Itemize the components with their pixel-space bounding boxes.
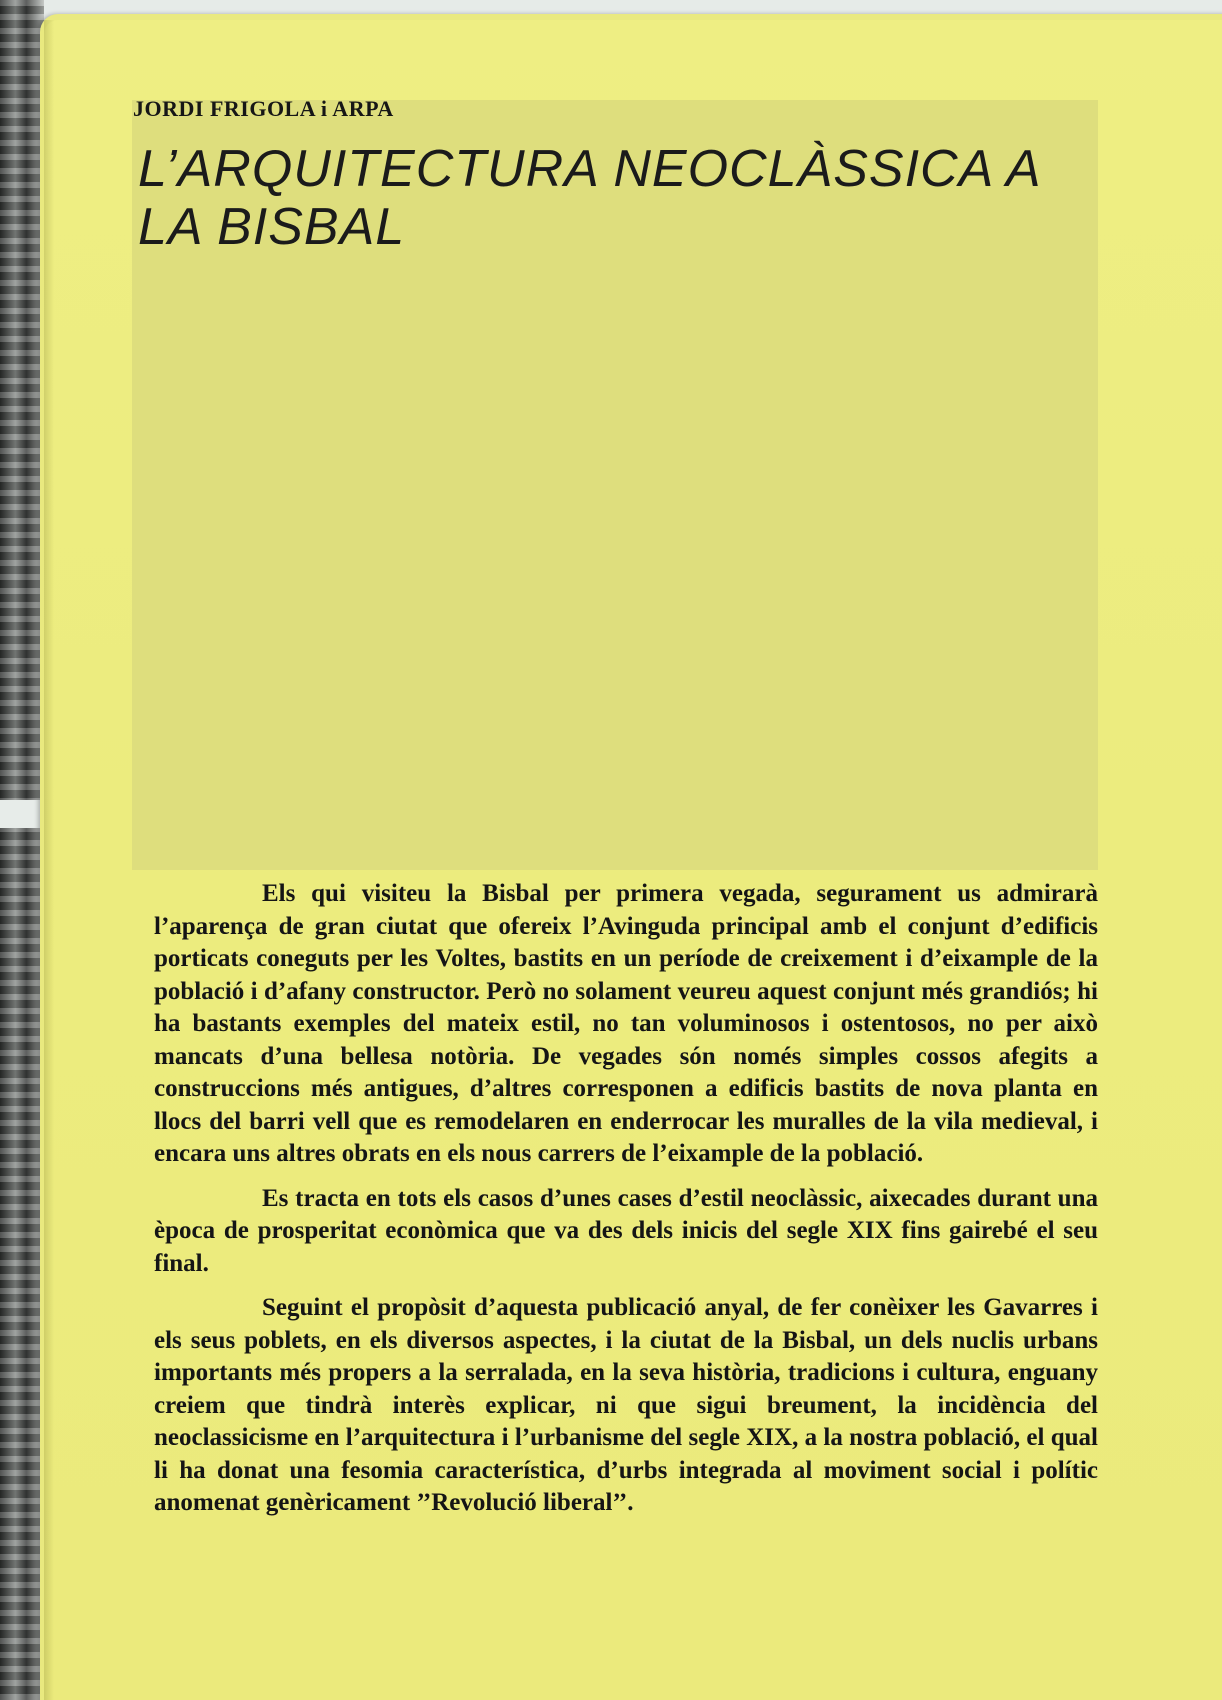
title-line-2: LA BISBAL bbox=[138, 198, 406, 256]
adjacent-page-photo bbox=[0, 0, 44, 1700]
paragraph-2: Es tracta en tots els casos d’unes cases d’estil neoclàssic, aixecades durant una època de prosperitat econòmica que va des dels inicis del segle XIX fins gairebé el seu final. bbox=[154, 1184, 1098, 1277]
article-title bbox=[138, 140, 1098, 256]
paragraph-1: Els qui visiteu la Bisbal per primera vegada, segurament us admirarà l’aparença de gran ciutat que ofereix l’Avinguda principal amb el conjunt d’edificis porticats coneguts per les Voltes, bastits en un període de creixement i d’eixample de la població i d’afany constructor. Però no solament veureu aquest conjunt més grandiós; hi ha bastants exemples del mateix estil, no tan voluminosos i ostentosos, no per això mancats d’una bellesa notòria. De vegades són només simples cossos afegits a construccions més antigues, d’altres corresponen a edificis bastits de nova planta en llocs del barri vell que es remodelaren en enderrocar les muralles de la vila medieval, i encara uns altres obrats en els nous carrers de l’eixample de la població. bbox=[154, 880, 1098, 1167]
paragraph-3: Seguint el propòsit d’aquesta publicació anyal, de fer conèixer les Gavarres i els seus poblets, en els diversos aspectes, i la ciutat de la Bisbal, un dels nuclis urbans importants més propers a la serralada, en la seva història, tradicions i cultura, enguany creiem que tindrà interès explicar, ni que sigui breument, la incidència del neoclassicisme en l’arquitectura i l’urbanisme del segle XIX, a la nostra població, el qual li ha donat una fesomia característica, d’urbs integrada al moviment social i polític anomenat genèricament ’’Revolució liberal’’. bbox=[154, 1294, 1098, 1516]
article-body bbox=[154, 878, 1098, 1532]
page-shadow bbox=[44, 20, 54, 1700]
author-name: JORDI FRIGOLA i ARPA bbox=[133, 96, 394, 121]
title-line-1: L’ARQUITECTURA NEOCLÀSSICA A bbox=[138, 140, 1042, 198]
photo-gap bbox=[0, 800, 44, 828]
